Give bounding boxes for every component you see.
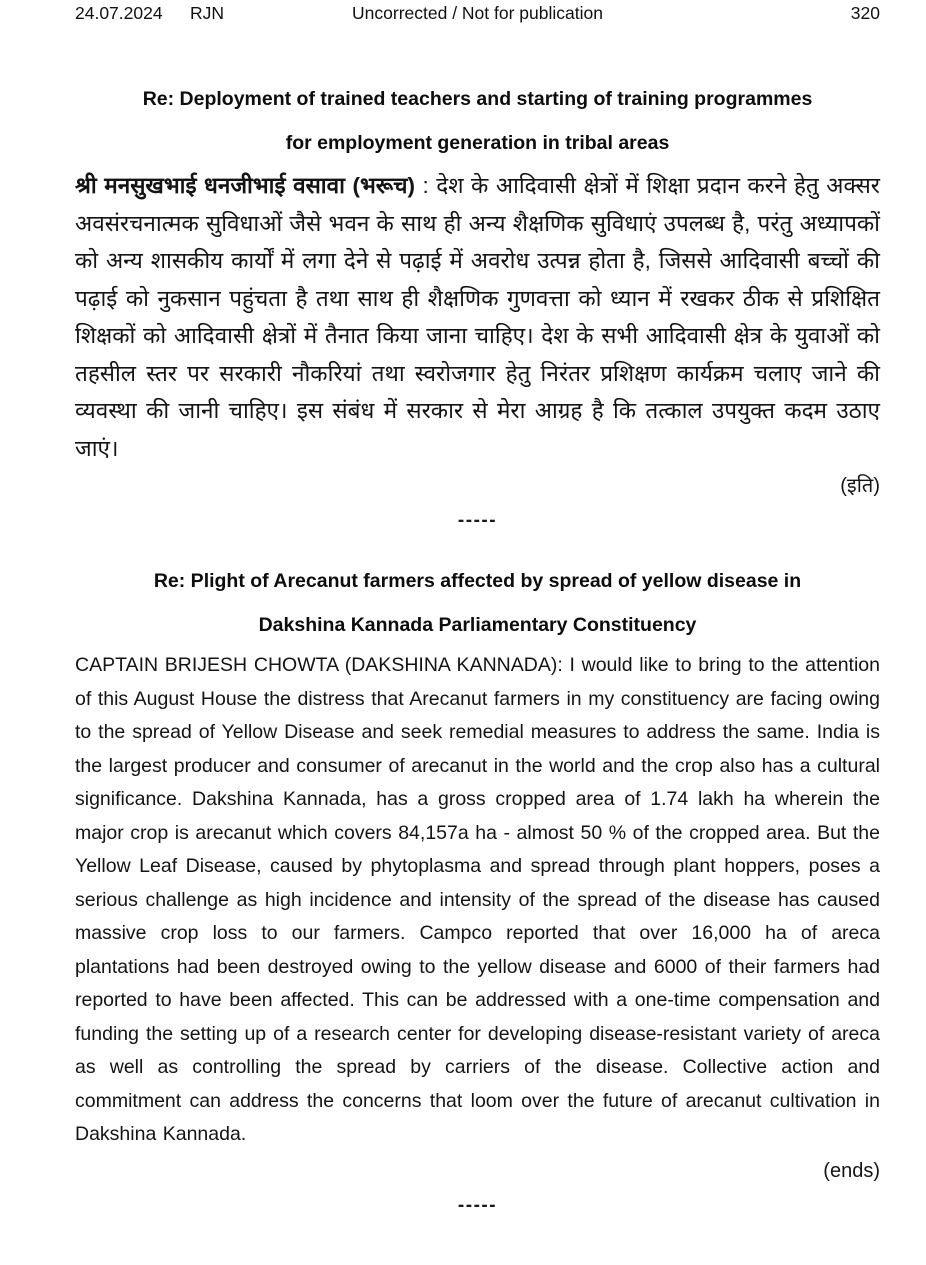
- header-status: Uncorrected / Not for publication: [352, 3, 603, 23]
- header-reporter-initials: RJN: [190, 3, 225, 23]
- hindi-statement-paragraph: [75, 167, 880, 467]
- statement-separator: :: [415, 173, 437, 198]
- section2-title-line1: Re: Plight of Arecanut farmers affected by spread of yellow disease in: [153, 570, 802, 592]
- page-content: [75, 0, 880, 1220]
- speaker-name-english: CAPTAIN BRIJESH CHOWTA (DAKSHINA KANNADA):: [75, 654, 563, 676]
- end-marker-iti: (इति): [840, 475, 880, 497]
- statement-body-english: I would like to bring to the attention of this August House the distress that Arecanut farmers in my constituency are facing owing to the spread of Yellow Disease and seek remedial measures to address the same. India is the largest producer and consumer of arecanut in the world and the crop also has a cultural significance. Dakshina Kannada, has a gross cropped area of 1.74 lakh ha wherein the major crop is arecanut which covers 84,157a ha - almost 50 % of the cropped area. But the Yellow Leaf Disease, caused by phytoplasma and spread through plant hoppers, poses a serious challenge as high incidence and intensity of the spread of the disease has caused massive crop loss to our farmers. Campco reported that over 16,000 ha of areca plantations had been destroyed owing to the yellow disease and 6000 of their farmers had reported to have been affected. This can be addressed with a one-time compensation and funding the setting up of a research center for developing disease-resistant variety of areca as well as controlling the spread by carriers of the disease. Collective action and commitment can address the concerns that loom over the future of arecanut cultivation in Dakshina Kannada.: [75, 654, 880, 1145]
- statement-body-hindi: देश के आदिवासी क्षेत्रों में शिक्षा प्रदान करने हेतु अक्सर अवसंरचनात्मक सुविधाओं जैसे भवन के साथ ही अन्य शैक्षणिक सुविधाएं उपलब्ध है, परंतु अध्यापकों को अन्य शासकीय कार्यों में लगा देने से पढ़ाई में अवरोध उत्पन्न होता है, जिससे आदिवासी बच्चों की पढ़ाई को नुकसान पहुंचता है तथा साथ ही शैक्षणिक गुणवत्ता को ध्यान में रखकर ठीक से प्रशिक्षित शिक्षकों को आदिवासी क्षेत्रों में तैनात किया जाना चाहिए। देश के सभी आदिवासी क्षेत्र के युवाओं को तहसील स्तर पर सरकारी नौकरियां तथा स्वरोजगार हेतु निरंतर प्रशिक्षण कार्यक्रम चलाए जाने की व्यवस्था की जानी चाहिए। इस संबंध में सरकार से मेरा आग्रह है कि तत्काल उपयुक्त कदम उठाए जाएं।: [75, 173, 880, 461]
- page-header: [75, 0, 880, 27]
- section1-title-line2: for employment generation in tribal areas: [285, 132, 670, 154]
- end-marker-ends: (ends): [823, 1159, 880, 1182]
- speaker-name-hindi: श्री मनसुखभाई धनजीभाई वसावा (भरूच): [75, 173, 416, 198]
- header-page-number: 320: [850, 3, 880, 23]
- header-date: 24.07.2024: [75, 3, 163, 23]
- section1-title-line1: Re: Deployment of trained teachers and starting of training programmes: [142, 88, 813, 110]
- section2-title-line2: Dakshina Kannada Parliamentary Constituency: [258, 614, 697, 636]
- section-divider-1: -----: [457, 510, 498, 531]
- section-divider-2: -----: [457, 1194, 498, 1216]
- english-statement-paragraph: [75, 649, 880, 1152]
